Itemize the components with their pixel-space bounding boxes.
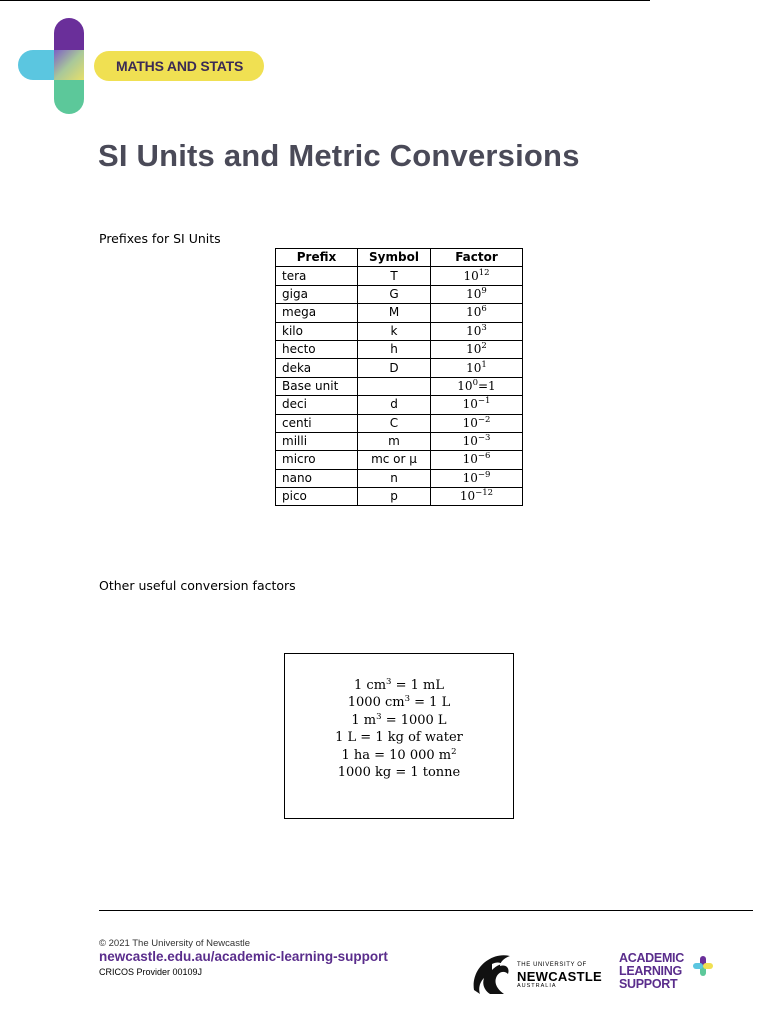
factor-exponent: 9 [481, 285, 487, 296]
factor-exponent: 12 [478, 267, 490, 278]
factor-base: 10 [459, 489, 476, 504]
factor-cell [431, 267, 523, 285]
als-line-2: LEARNING [619, 963, 682, 978]
copyright-text: © 2021 The University of Newcastle [99, 938, 250, 949]
table-row [276, 322, 523, 340]
prefix-cell: giga [276, 285, 358, 303]
prefix-cell: tera [276, 267, 358, 285]
symbol-cell: d [358, 396, 431, 414]
prefix-cell: deka [276, 359, 358, 377]
prefix-cell: Base unit [276, 377, 358, 395]
factor-cell [431, 359, 523, 377]
symbol-cell: p [358, 488, 431, 506]
prefix-cell: milli [276, 432, 358, 450]
factor-base: 10 [466, 323, 482, 338]
symbol-cell: T [358, 267, 431, 285]
conversion-after: = 1 mL [391, 678, 444, 693]
factor-base: 10 [462, 470, 478, 485]
prefix-cell: nano [276, 469, 358, 487]
uon-name: NEWCASTLE [517, 969, 603, 984]
conversion-before: 1000 cm [347, 695, 405, 711]
factor-base: 10 [466, 360, 482, 375]
factor-exponent: 3 [481, 322, 487, 333]
factor-base: 10 [462, 415, 478, 430]
table-row [276, 359, 523, 377]
factor-suffix: =1 [478, 378, 496, 393]
table-row [276, 432, 523, 450]
factor-cell [431, 322, 523, 340]
table-row [276, 285, 523, 303]
conversion-line [285, 712, 513, 729]
uon-small-text: THE UNIVERSITY OF [517, 962, 587, 968]
factor-exponent: −2 [477, 414, 491, 425]
conversion-after: = 1000 L [381, 712, 447, 728]
factor-base: 10 [457, 378, 473, 393]
maths-and-stats-logo [18, 18, 250, 114]
table-row [276, 488, 523, 506]
factor-exponent: −1 [477, 396, 491, 407]
factor-exponent: 6 [481, 304, 487, 315]
conversion-line [285, 764, 513, 781]
table-row [276, 414, 523, 432]
prefix-cell: centi [276, 414, 358, 432]
als-line-1: ACADEMIC [619, 951, 684, 965]
symbol-cell: G [358, 285, 431, 303]
column-header-symbol: Symbol [358, 249, 431, 267]
column-header-prefix: Prefix [276, 249, 358, 267]
table-row [276, 267, 523, 285]
factor-exponent: −12 [475, 488, 494, 499]
factor-exponent: −3 [477, 433, 491, 444]
factor-cell [431, 488, 523, 506]
conversion-before: 1 ha = 10 000 m [341, 747, 452, 763]
university-of-newcastle-logo [470, 950, 603, 995]
conversion-exponent: 2 [451, 746, 457, 757]
factor-cell [431, 451, 523, 469]
factor-base: 10 [466, 286, 482, 301]
conversion-after: = 1 L [410, 695, 451, 711]
factor-base: 10 [462, 397, 478, 412]
conversion-factors-box [284, 653, 514, 819]
factor-exponent: 1 [481, 359, 487, 370]
table-header-row [276, 249, 523, 267]
factor-cell [431, 285, 523, 303]
factor-base: 10 [463, 268, 479, 283]
academic-learning-support-logo [619, 952, 719, 994]
factor-cell [431, 340, 523, 358]
prefix-section-label: Prefixes for SI Units [99, 231, 221, 246]
symbol-cell: m [358, 432, 431, 450]
conversion-before: 1000 kg = 1 tonne [337, 764, 461, 780]
conversion-section-label: Other useful conversion factors [99, 578, 296, 593]
prefix-cell: mega [276, 304, 358, 322]
page-title: SI Units and Metric Conversions [98, 138, 580, 173]
conversion-exponent: 3 [386, 677, 392, 687]
table-row [276, 304, 523, 322]
factor-cell [431, 396, 523, 414]
factor-base: 10 [466, 342, 482, 357]
symbol-cell: n [358, 469, 431, 487]
prefix-cell: hecto [276, 340, 358, 358]
conversion-line [285, 729, 513, 746]
conversion-line [285, 694, 513, 711]
table-row [276, 377, 523, 395]
prefix-cell: micro [276, 451, 358, 469]
conversion-exponent: 3 [404, 694, 411, 705]
conversion-before: 1 cm [354, 678, 387, 693]
uon-country: AUSTRALIA [517, 983, 557, 989]
table-row [276, 396, 523, 414]
top-rule [0, 0, 650, 1]
factor-cell [431, 469, 523, 487]
logo-label: MATHS AND STATS [94, 51, 264, 81]
symbol-cell [358, 377, 431, 395]
symbol-cell: C [358, 414, 431, 432]
factor-exponent: −9 [477, 469, 491, 480]
symbol-cell: M [358, 304, 431, 322]
prefix-cell: kilo [276, 322, 358, 340]
factor-exponent: 2 [481, 341, 487, 352]
table-row [276, 340, 523, 358]
factor-exponent: 0 [472, 377, 478, 388]
footer-rule [99, 910, 753, 911]
conversion-line [285, 747, 513, 764]
seahorse-crest-icon [470, 950, 514, 995]
conversion-before: 1 m [351, 712, 377, 728]
factor-cell [431, 304, 523, 322]
factor-cell [431, 432, 523, 450]
symbol-cell: h [358, 340, 431, 358]
table-row [276, 451, 523, 469]
als-plus-icon [693, 956, 713, 976]
factor-base: 10 [462, 434, 478, 449]
cricos-text: CRICOS Provider 00109J [99, 967, 203, 977]
factor-cell [431, 377, 523, 395]
conversion-exponent: 3 [376, 711, 382, 722]
si-prefix-table [275, 248, 523, 506]
symbol-cell: mc or μ [358, 451, 431, 469]
prefix-cell: deci [276, 396, 358, 414]
factor-base: 10 [466, 305, 482, 320]
als-line-3: SUPPORT [619, 976, 678, 991]
prefix-cell: pico [276, 488, 358, 506]
conversion-before: 1 L = 1 kg of water [335, 730, 463, 746]
column-header-factor: Factor [431, 249, 523, 267]
symbol-cell: D [358, 359, 431, 377]
conversion-line [285, 677, 513, 694]
factor-cell [431, 414, 523, 432]
academic-support-link[interactable]: newcastle.edu.au/academic-learning-support [99, 949, 388, 964]
symbol-cell: k [358, 322, 431, 340]
table-row [276, 469, 523, 487]
factor-base: 10 [462, 452, 478, 467]
factor-exponent: −6 [477, 451, 491, 462]
